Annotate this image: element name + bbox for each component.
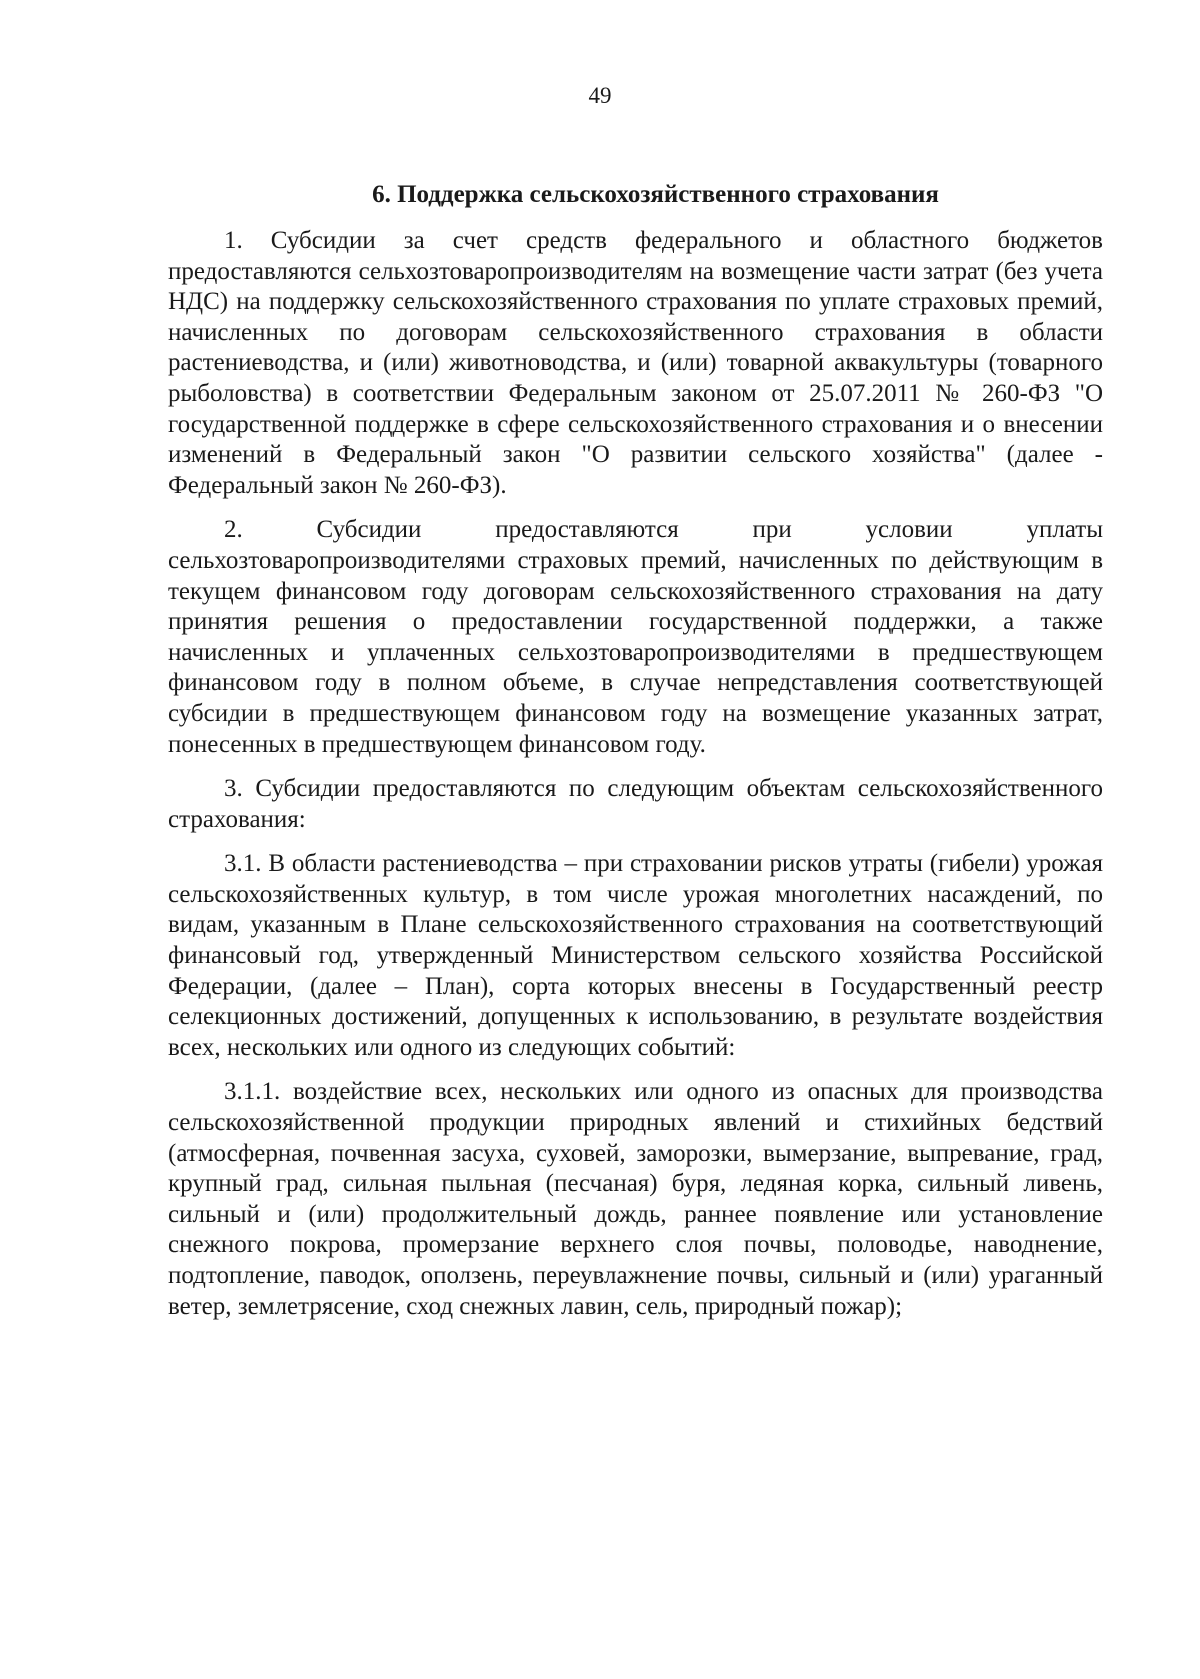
paragraph-3-1-1: 3.1.1. воздействие всех, нескольких или одного из опасных для производства сельскохозяйственной продукции природных явлений и стихийных бедствий (атмосферная, почвенная засуха, суховей, заморозки, вымерзание, выпревание, град, крупный град, сильная пыльная (песчаная) буря, ледяная корка, сильный ливень, сильный и (или) продолжительный дождь, раннее появление или установление снежного покрова, промерзание верхнего слоя почвы, половодье, наводнение, подтопление, паводок, оползень, переувлажнение почвы, сильный и (или) ураганный ветер, землетрясение, сход снежных лавин, сель, природный пожар);	[168, 1078, 1103, 1320]
page-number: 49	[588, 83, 612, 108]
paragraph-3: 3. Субсидии предоставляются по следующим объектам сельскохозяйственного страхования:	[168, 775, 1103, 833]
section-title: 6. Поддержка сельскохозяйственного страхования	[372, 181, 939, 208]
paragraph-3-1: 3.1. В области растениеводства – при страховании рисков утраты (гибели) урожая сельскохозяйственных культур, в том числе урожая многолетних насаждений, по видам, указанным в Плане сельскохозяйственного страхования на соответствующий финансовый год, утвержденный Министерством сельского хозяйства Российской Федерации, (далее – План), сорта которых внесены в Государственный реестр селекционных достижений, допущенных к использованию, в результате воздействия всех, нескольких или одного из следующих событий:	[168, 850, 1103, 1061]
paragraph-2: 2. Субсидии предоставляются при условии уплаты сельхозтоваропроизводителями страховых премий, начисленных по действующим в текущем финансовом году договорам сельскохозяйственного страхования на дату принятия решения о предоставлении государственной поддержки, а также начисленных и уплаченных сельхозтоваропроизводителями в предшествующем финансовом году в полном объеме, в случае непредставления соответствующей субсидии в предшествующем финансовом году на возмещение указанных затрат, понесенных в предшествующем финансовом году.	[168, 516, 1103, 758]
paragraph-1: 1. Субсидии за счет средств федерального и областного бюджетов предоставляются сельхозтоваропроизводителям на возмещение части затрат (без учета НДС) на поддержку сельскохозяйственного страхования по уплате страховых премий, начисленных по договорам сельскохозяйственного страхования в области растениеводства, и (или) животноводства, и (или) товарной аквакультуры (товарного рыболовства) в соответствии Федеральным законом от 25.07.2011 № 260-ФЗ "О государственной поддержке в сфере сельскохозяйственного страхования и о внесении изменений в Федеральный закон "О развитии сельского хозяйства" (далее - Федеральный закон № 260-ФЗ).	[168, 227, 1103, 499]
document-body	[168, 178, 1103, 1336]
